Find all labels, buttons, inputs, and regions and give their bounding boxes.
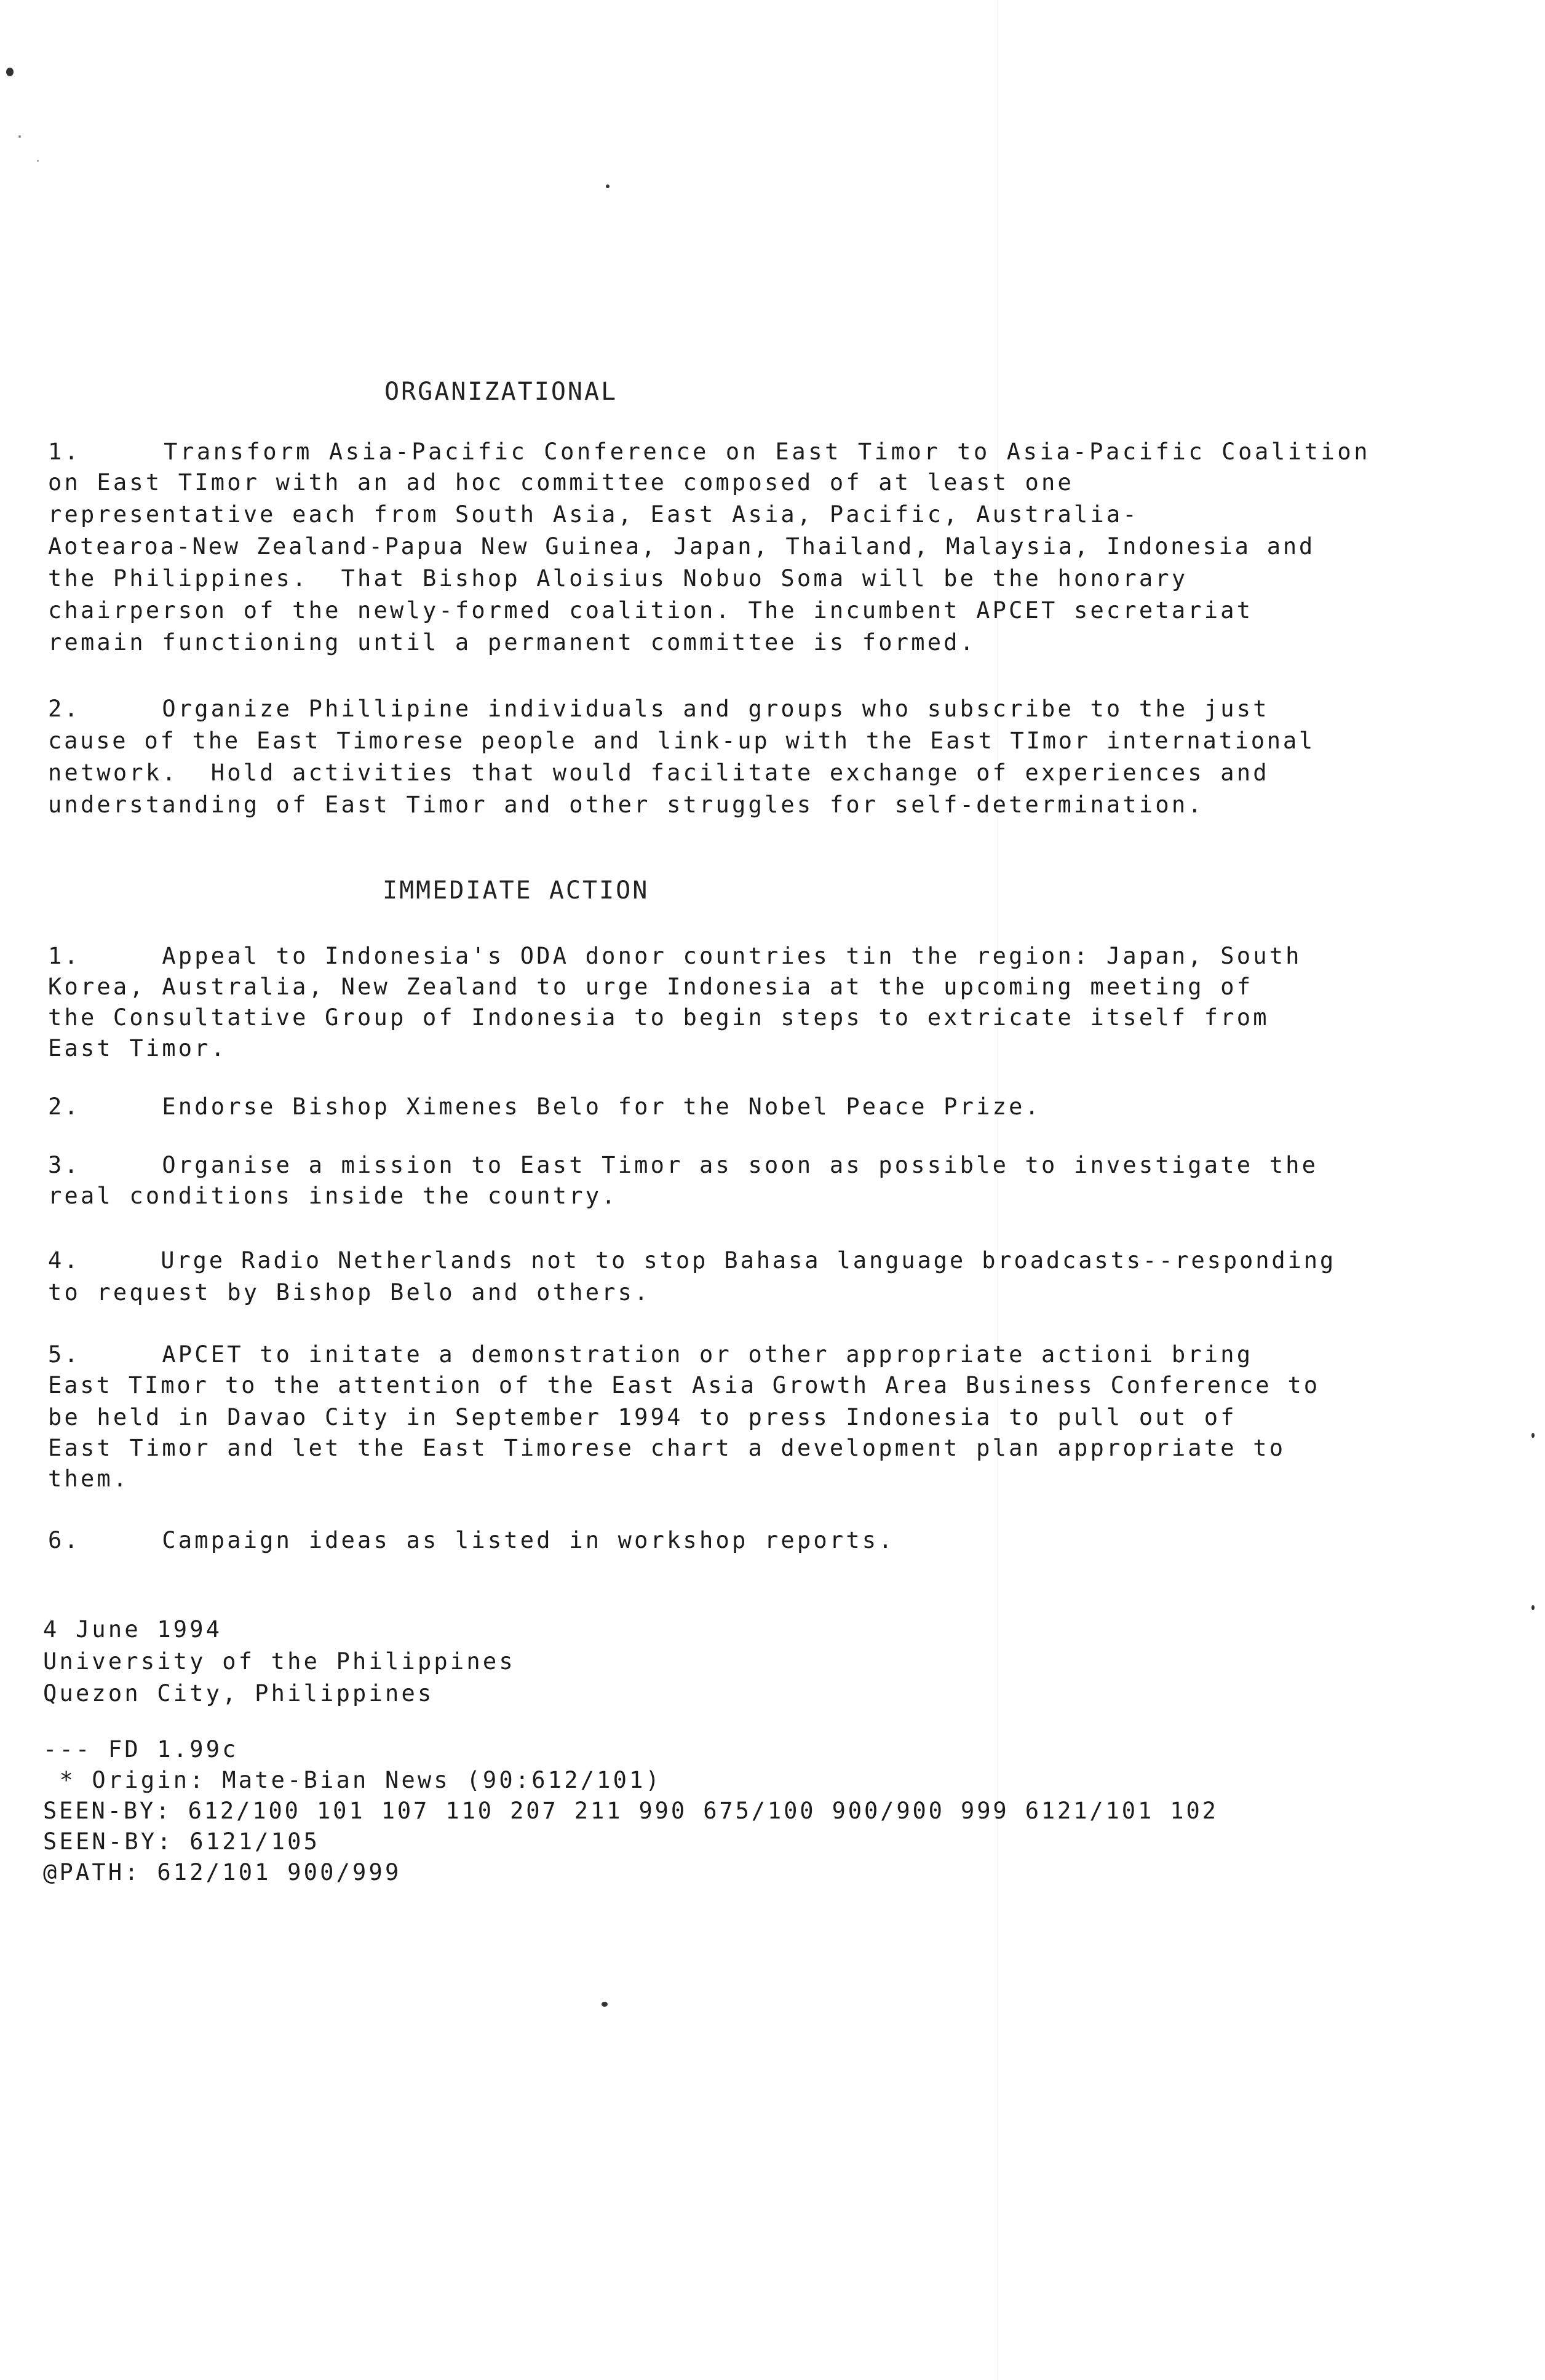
text-line: 4. Urge Radio Netherlands not to stop Bahasa language broadcasts--responding [48,1247,1336,1274]
text-line: East Timor and let the East Timorese chart a development plan appropriate to [48,1435,1286,1461]
fidonet-path: @PATH: 612/101 900/999 [43,1859,402,1886]
text-line: be held in Davao City in September 1994 to press Indonesia to pull out of [48,1404,1237,1430]
fidonet-origin: * Origin: Mate-Bian News (90:612/101) [43,1767,662,1793]
fidonet-tearline: --- FD 1.99c [43,1736,239,1763]
text-line: understanding of East Timor and other struggles for self-determination. [48,791,1204,818]
fidonet-seen-by-1: SEEN-BY: 612/100 101 107 110 207 211 990 675/100 900/900 999 6121/101 102 [43,1798,1218,1824]
footer-institution: University of the Philippines [43,1648,515,1675]
text-line: 1. Transform Asia-Pacific Conference on East Timor to Asia-Pacific Coalition [48,438,1371,465]
text-line: real conditions inside the country. [48,1183,618,1209]
fidonet-seen-by-2: SEEN-BY: 6121/105 [43,1828,320,1855]
text-line: cause of the East Timorese people and link-up with the East TImor international [48,728,1315,754]
text-line: the Consultative Group of Indonesia to begin steps to extricate itself from [48,1004,1269,1031]
text-line: network. Hold activities that would facilitate exchange of experiences and [48,760,1269,786]
scan-speck [6,68,14,76]
section-heading-immediate-action: IMMEDIATE ACTION [383,876,649,905]
footer-location: Quezon City, Philippines [43,1680,434,1707]
scan-speck [18,135,21,138]
scan-speck [1531,1605,1535,1610]
text-line: East Timor. [48,1035,228,1061]
scan-speck [37,160,39,162]
text-line: Korea, Australia, New Zealand to urge Indonesia at the upcoming meeting of [48,974,1253,1000]
text-line: chairperson of the newly-formed coalition. The incumbent APCET secretariat [48,597,1253,624]
text-line: representative each from South Asia, East Asia, Pacific, Australia- [48,501,1139,528]
footer-date: 4 June 1994 [43,1616,223,1643]
text-line: to request by Bishop Belo and others. [48,1279,651,1306]
text-line: on East TImor with an ad hoc committee composed of at least one [48,469,1074,496]
text-line: East TImor to the attention of the East Asia Growth Area Business Conference to [48,1372,1320,1398]
text-line: remain functioning until a permanent committee is formed. [48,629,977,656]
text-line: 2. Endorse Bishop Ximenes Belo for the Nobel Peace Prize. [48,1093,1042,1120]
text-line: 1. Appeal to Indonesia's ODA donor countries tin the region: Japan, South [48,943,1302,969]
text-line: 3. Organise a mission to East Timor as soon as possible to investigate the [48,1152,1319,1178]
section-heading-organizational: ORGANIZATIONAL [384,378,618,406]
text-line: Aotearoa-New Zealand-Papua New Guinea, Japan, Thailand, Malaysia, Indonesia and [48,533,1315,560]
text-line: them. [48,1466,130,1492]
text-line: 6. Campaign ideas as listed in workshop reports. [48,1527,895,1553]
text-line: 2. Organize Phillipine individuals and groups who subscribe to the just [48,696,1269,722]
scan-speck [1531,1433,1535,1438]
scan-speck [602,2002,608,2007]
text-line: the Philippines. That Bishop Aloisius Nobuo Soma will be the honorary [48,565,1188,592]
text-line: 5. APCET to initate a demonstration or other appropriate actioni bring [48,1341,1253,1368]
scan-speck [606,184,610,188]
